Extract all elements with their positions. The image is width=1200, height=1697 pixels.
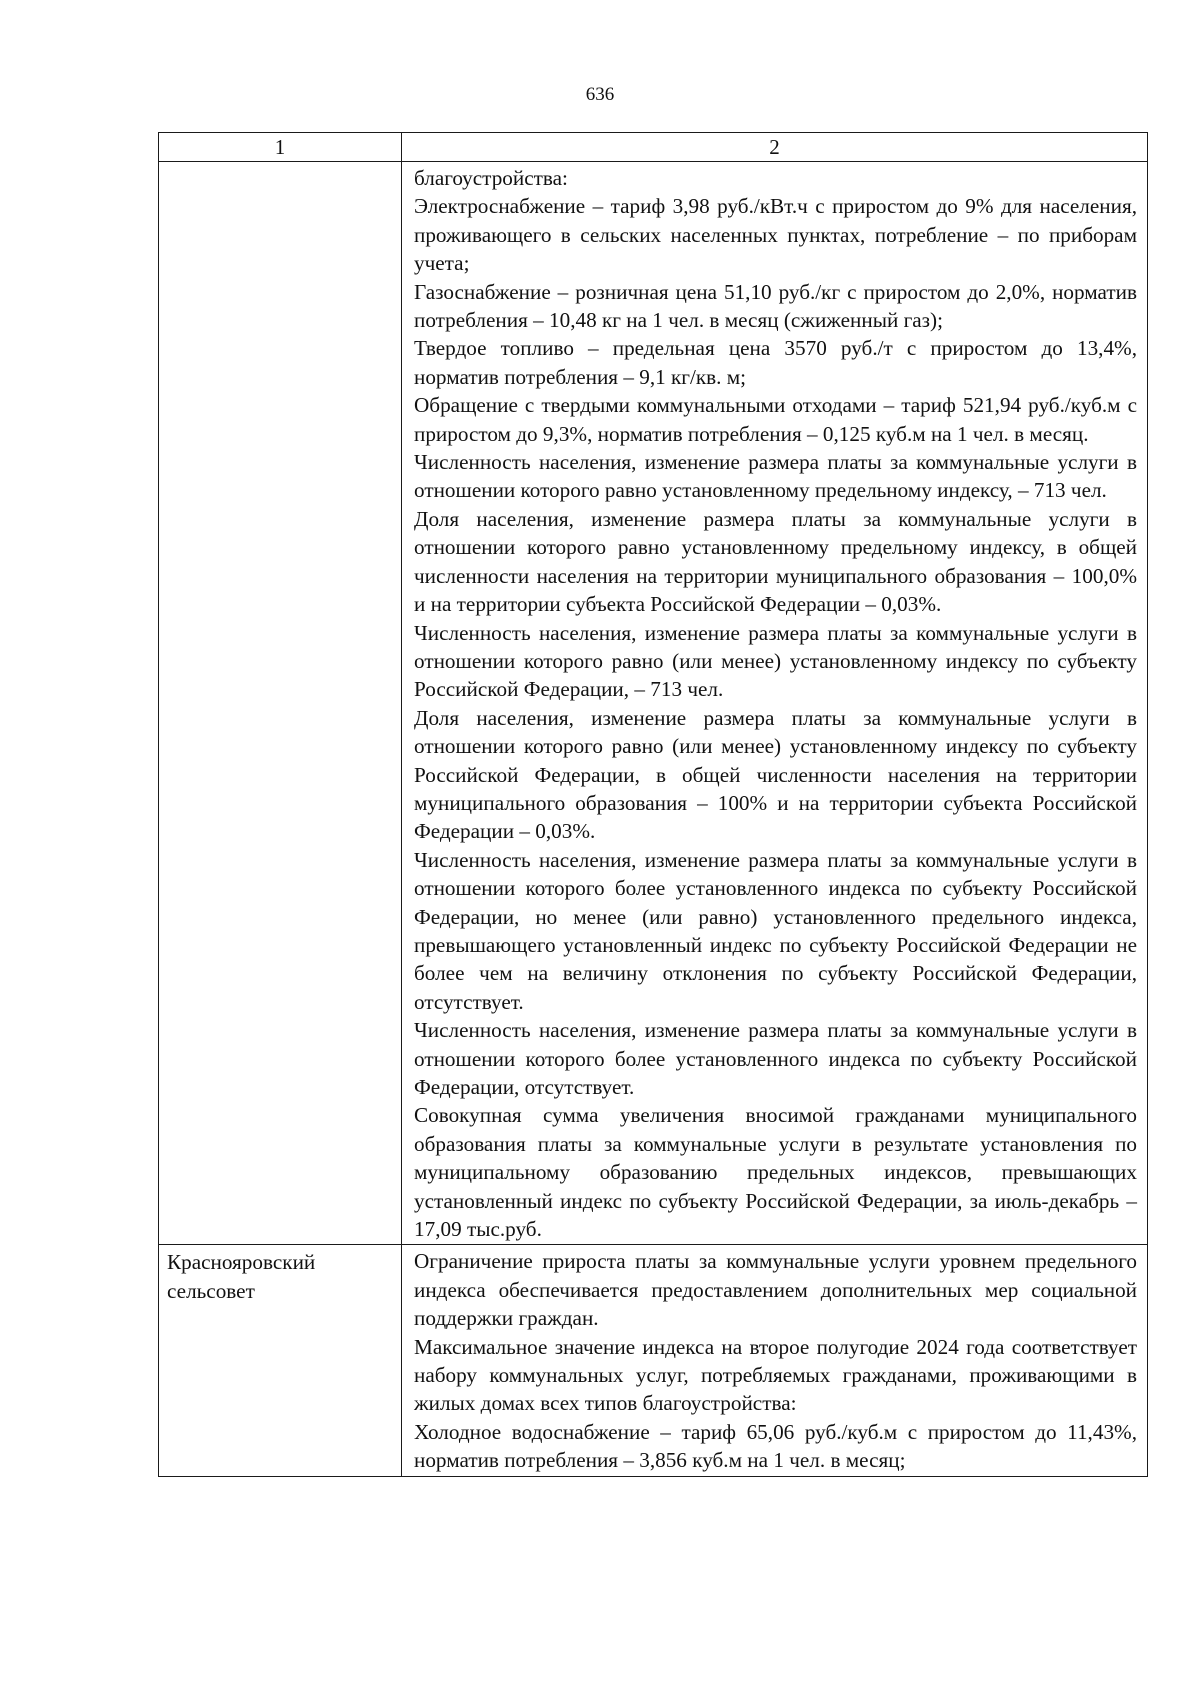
- paragraph: Доля населения, изменение размера платы за коммунальные услуги в отношении которого равно (или менее) установленному индексу по субъекту Российской Федерации, в общей численности населения на территории муниципального образования – 100% и на территории субъекта Российской Федерации – 0,03%.: [414, 705, 1137, 844]
- paragraph: Электроснабжение – тариф 3,98 руб./кВт.ч с приростом до 9% для населения, проживающего в сельских населенных пунктах, потребление – по приборам учета;: [414, 194, 1137, 276]
- table-row: [159, 1245, 1148, 1476]
- table-row: [159, 162, 1148, 1245]
- paragraph: Газоснабжение – розничная цена 51,10 руб./кг с приростом до 2,0%, норматив потребления – 10,48 кг на 1 чел. в месяц (сжиженный газ);: [414, 279, 1137, 333]
- municipality-name: Краснояровский сельсовет: [159, 1245, 402, 1476]
- paragraph: Численность населения, изменение размера платы за коммунальные услуги в отношении которого более установленного индекса по субъекту Российской Федерации, но менее (или равно) установленного предельного индекса, превышающего установленный индекс по субъекту Российской Федерации не более чем на величину отклонения по субъекту Российской Федерации, отсутствует.: [414, 847, 1137, 1014]
- paragraph: Численность населения, изменение размера платы за коммунальные услуги в отношении которого более установленного индекса по субъекту Российской Федерации, отсутствует.: [414, 1018, 1137, 1099]
- table-header-row: [159, 133, 1148, 162]
- row-description: [402, 162, 1148, 1245]
- paragraph: Обращение с твердыми коммунальными отходами – тариф 521,94 руб./куб.м с приростом до 9,3%, норматив потребления – 0,125 куб.м на 1 чел. в месяц.: [414, 393, 1137, 446]
- paragraph: Ограничение прироста платы за коммунальные услуги уровнем предельного индекса обеспечивается предоставлением дополнительных мер социальной поддержки граждан.: [414, 1249, 1137, 1331]
- paragraph: Холодное водоснабжение – тариф 65,06 руб./куб.м с приростом до 11,43%, норматив потребления – 3,856 куб.м на 1 чел. в месяц;: [414, 1419, 1137, 1473]
- paragraph: Численность населения, изменение размера платы за коммунальные услуги в отношении которого равно установленному предельному индексу, – 713 чел.: [414, 450, 1137, 503]
- paragraph: Численность населения, изменение размера платы за коммунальные услуги в отношении которого равно (или менее) установленному индексу по субъекту Российской Федерации, – 713 чел.: [414, 620, 1137, 702]
- page-number: 636: [585, 84, 615, 105]
- row-description: [402, 1245, 1148, 1476]
- paragraph: благоустройства:: [414, 166, 568, 190]
- column-header-1: 1: [159, 133, 402, 162]
- paragraph: Твердое топливо – предельная цена 3570 руб./т с приростом до 13,4%, норматив потребления – 9,1 кг/кв. м;: [414, 336, 1137, 389]
- paragraph: Максимальное значение индекса на второе полугодие 2024 года соответствует набору коммунальных услуг, потребляемых гражданами, проживающими в жилых домах всех типов благоустройства:: [414, 1334, 1137, 1416]
- column-header-2: 2: [402, 133, 1148, 162]
- paragraph: Совокупная сумма увеличения вносимой гражданами муниципального образования платы за коммунальные услуги в результате установления по муниципальному образованию предельных индексов, превышающих установленный индекс по субъекту Российской Федерации, за июль-декабрь – 17,09 тыс.руб.: [414, 1103, 1137, 1242]
- paragraph: Доля населения, изменение размера платы за коммунальные услуги в отношении которого равно установленному предельному индексу, в общей численности населения на территории муниципального образования – 100,0% и на территории субъекта Российской Федерации – 0,03%.: [414, 506, 1137, 617]
- municipality-name: [159, 162, 402, 1245]
- document-table: [158, 132, 1148, 1477]
